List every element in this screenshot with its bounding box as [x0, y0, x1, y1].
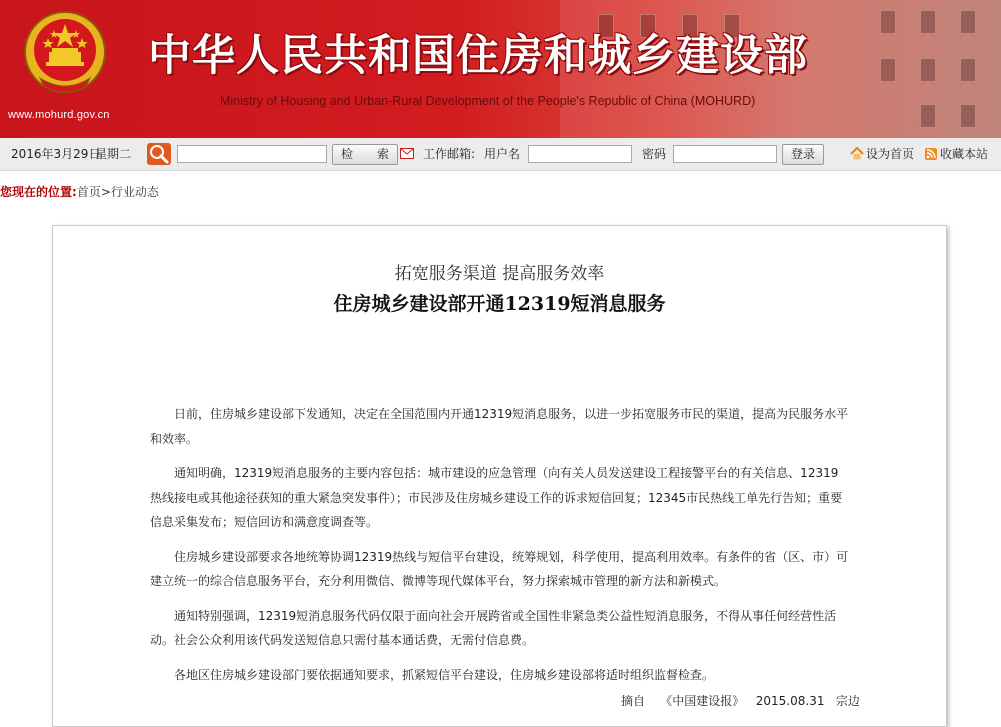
password-label: 密码 [642, 147, 667, 161]
site-title-cn: 中华人民共和国住房和城乡建设部 [148, 31, 808, 81]
article-paragraph: 通知特别强调，12319短消息服务代码仅限于面向社会开展跨省或全国性非紧急类公益性短消息服务，不得从事任何经营性活动。社会公众利用该代码发送短信息只需付基本通话费，无需付信息费。 [150, 608, 837, 647]
banner-window [880, 58, 896, 82]
source-prefix: 摘自 [621, 694, 646, 708]
article-paragraph: 各地区住房城乡建设部门要依据通知要求，抓紧短信平台建设，住房城乡建设部将适时组织监督检查。 [174, 667, 715, 682]
search-button[interactable]: 检 索 [332, 144, 398, 165]
site-url: www.mohurd.gov.cn [8, 109, 110, 121]
mail-label: 工作邮箱: [423, 147, 476, 161]
national-emblem-icon [22, 8, 108, 100]
bookmark-icon [925, 148, 937, 160]
source-name: 《中国建设报》 [660, 694, 745, 708]
banner-window [880, 10, 896, 34]
search-input[interactable] [177, 145, 327, 163]
article-paragraph: 日前，住房城乡建设部下发通知，决定在全国范围内开通12319短消息服务，以进一步拓宽服务市民的渠道，提高为民服务水平和效率。 [150, 407, 849, 446]
search-icon[interactable] [147, 143, 171, 165]
banner-window [920, 58, 936, 82]
password-input[interactable] [673, 145, 777, 163]
article-source [621, 692, 860, 709]
login-button[interactable]: 登录 [782, 144, 824, 165]
article-title: 住房城乡建设部开通12319短消息服务 [333, 293, 666, 315]
bookmark-site-link[interactable]: 收藏本站 [940, 147, 989, 161]
set-homepage-link[interactable]: 设为首页 [866, 147, 915, 161]
article-paragraph: 通知明确，12319短消息服务的主要内容包括：城市建设的应急管理（向有关人员发送建设工程接警平台的有关信息、12319热线接电或其他途径获知的重大紧急突发事件）；市民涉及住房城乡建设工作的诉求短信回复；12345市民热线工单先行告知；重要信息采集发布；短信回访和满意度调查等。 [150, 466, 843, 529]
article-container [52, 225, 947, 727]
home-icon [850, 147, 864, 160]
breadcrumb-path[interactable]: 首页>行业动态 [76, 185, 159, 199]
article-body [150, 402, 850, 697]
site-banner [0, 0, 1001, 138]
banner-window [920, 10, 936, 34]
source-author: 宗边 [835, 694, 860, 708]
site-title-en: Ministry of Housing and Urban-Rural Development of the People's Republic of China (MOHURD) [220, 94, 756, 108]
banner-window [920, 104, 936, 128]
article-subtitle: 拓宽服务渠道 提高服务效率 [394, 264, 605, 284]
banner-window [960, 10, 976, 34]
username-label: 用户名 [484, 147, 521, 161]
banner-window [960, 58, 976, 82]
banner-window [960, 104, 976, 128]
current-weekday: 星期二 [95, 147, 132, 161]
current-date: 2016年3月29日 [11, 147, 101, 161]
article-paragraph: 住房城乡建设部要求各地统筹协调12319热线与短信平台建设，统筹规划，科学使用，提高利用效率。有条件的省（区、市）可建立统一的综合信息服务平台，充分利用微信、微博等现代媒体平台，努力探索城市管理的新方法和新模式。 [150, 549, 849, 588]
breadcrumb [0, 183, 159, 200]
breadcrumb-label: 您现在的位置: [0, 185, 77, 199]
username-input[interactable] [528, 145, 632, 163]
mail-icon [400, 148, 414, 159]
source-date: 2015.08.31 [755, 694, 825, 708]
